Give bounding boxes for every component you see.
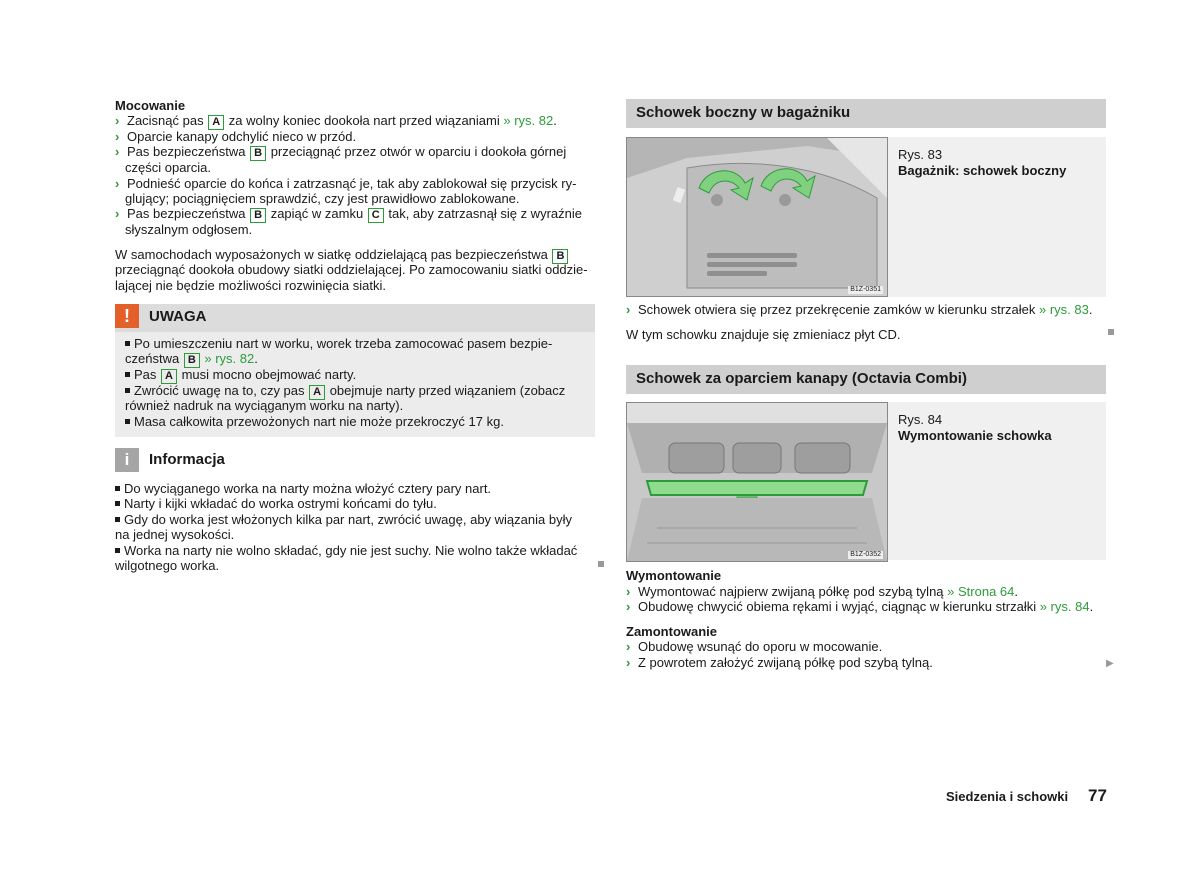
step-line: › Podnieść oparcie do końca i zatrzasnąć je, tak aby zablokował się przycisk ry- (115, 176, 577, 191)
step-line: części oparcia. (125, 160, 211, 175)
figure-caption (898, 412, 1052, 443)
step-line: › Obudowę wsunąć do oporu w mocowanie. (626, 639, 883, 654)
figure-link[interactable]: » rys. 83 (1039, 302, 1089, 317)
step-line: › Z powrotem założyć zwijaną półkę pod szybą tylną. (626, 655, 933, 670)
zamontowanie-heading: Zamontowanie (626, 624, 718, 639)
info-title: Informacja (149, 451, 225, 468)
figure-83 (626, 137, 1106, 297)
figure-link[interactable]: » rys. 82 (503, 113, 554, 128)
page-number: 77 (1088, 786, 1107, 805)
paragraph-line: lającej nie będzie możliwości rozwinięcia siatki. (115, 278, 386, 293)
footer-section-title: Siedzenia i schowki (946, 789, 1069, 804)
figure-84 (626, 402, 1106, 560)
step-line: › Obudowę chwycić obiema rękami i wyjąć, ciągnąc w kierunku strzałki » rys. 84. (626, 599, 1094, 614)
warning-line: Pas A musi mocno obejmować narty. (125, 367, 356, 384)
trunk-side-storage-illustration (626, 137, 888, 297)
info-line: wilgotnego worka. (115, 558, 220, 573)
figure-code: B1Z-0352 (850, 551, 881, 558)
note-line: W tym schowku znajduje się zmieniacz płyt CD. (626, 327, 901, 342)
section-end-marker (1108, 329, 1114, 335)
page-link[interactable]: » Strona 64 (947, 584, 1015, 599)
rear-storage-removal-illustration (626, 402, 888, 562)
warning-icon: ! (115, 304, 139, 328)
section-header-rear-storage (626, 365, 1106, 394)
step-line: glujący; pociągnięciem sprawdzić, czy jest prawidłowo zablokowane. (125, 191, 520, 206)
info-line: Do wyciąganego worka na narty można włożyć cztery pary nart. (115, 481, 595, 497)
warning-header (115, 304, 595, 332)
warning-line: czeństwa B » rys. 82. (125, 351, 258, 366)
info-line: Gdy do worka jest włożonych kilka par nart, zwrócić uwagę, aby wiązania były (115, 512, 595, 528)
step-line: › Wymontować najpierw zwijaną półkę pod szybą tylną » Strona 64. (626, 584, 1018, 599)
warning-line: Zwrócić uwagę na to, czy pas A obejmuje narty przed wiązaniem (zobacz (125, 383, 565, 400)
info-line: Narty i kijki wkładać do worka ostrymi końcami do tyłu. (115, 496, 595, 512)
step-line: › Schowek otwiera się przez przekręcenie zamków w kierunku strzałek » rys. 83. (626, 302, 1093, 317)
continue-arrow-icon: ▶ (1106, 658, 1114, 669)
figure-code: B1Z-0351 (850, 286, 881, 293)
step-line: › Pas bezpieczeństwa B zapiąć w zamku C tak, aby zatrzasnął się z wyraźnie (115, 206, 582, 221)
section-title: Schowek za oparciem kanapy (Octavia Combi) (636, 370, 967, 387)
mocowanie-heading: Mocowanie (115, 98, 186, 113)
figure-title: Wymontowanie schowka (898, 427, 1052, 443)
wymontowanie-heading: Wymontowanie (626, 568, 722, 583)
figure-title: Bagażnik: schowek boczny (898, 162, 1067, 178)
figure-caption (898, 147, 1066, 178)
step-line: › Oparcie kanapy odchylić nieco w przód. (115, 129, 357, 144)
info-line: na jednej wysokości. (115, 527, 235, 542)
warning-title: UWAGA (149, 308, 207, 325)
warning-line: Po umieszczeniu nart w worku, worek trzeba zamocować pasem bezpie- (125, 336, 552, 352)
step-line: › Pas bezpieczeństwa B przeciągnąć przez otwór w oparciu i dookoła górnej (115, 144, 567, 159)
warning-line: również nadruk na wyciąganym worku na narty). (125, 398, 404, 413)
section-end-marker (598, 561, 604, 567)
figure-number: Rys. 83 (898, 147, 943, 162)
figure-link[interactable]: » rys. 84 (1039, 599, 1090, 614)
figure-link[interactable]: » rys. 82 (204, 351, 255, 366)
step-line: › Zacisnąć pas A za wolny koniec dookoła nart przed wiązaniami » rys. 82. (115, 113, 557, 128)
section-title: Schowek boczny w bagażniku (636, 104, 851, 121)
info-icon: i (115, 448, 139, 472)
paragraph-line: W samochodach wyposażonych w siatkę oddzielającą pas bezpieczeństwa B (115, 247, 595, 264)
figure-number: Rys. 84 (898, 412, 943, 427)
section-header-side-storage (626, 99, 1106, 128)
info-line: Worka na narty nie wolno składać, gdy nie jest suchy. Nie wolno także wkładać (115, 543, 595, 559)
step-line: słyszalnym odgłosem. (125, 222, 253, 237)
paragraph-line: przeciągnąć dookoła obudowy siatki oddzielającej. Po zamocowaniu siatki oddzie- (115, 262, 588, 277)
warning-line: Masa całkowita przewożonych nart nie może przekroczyć 17 kg. (125, 414, 504, 430)
